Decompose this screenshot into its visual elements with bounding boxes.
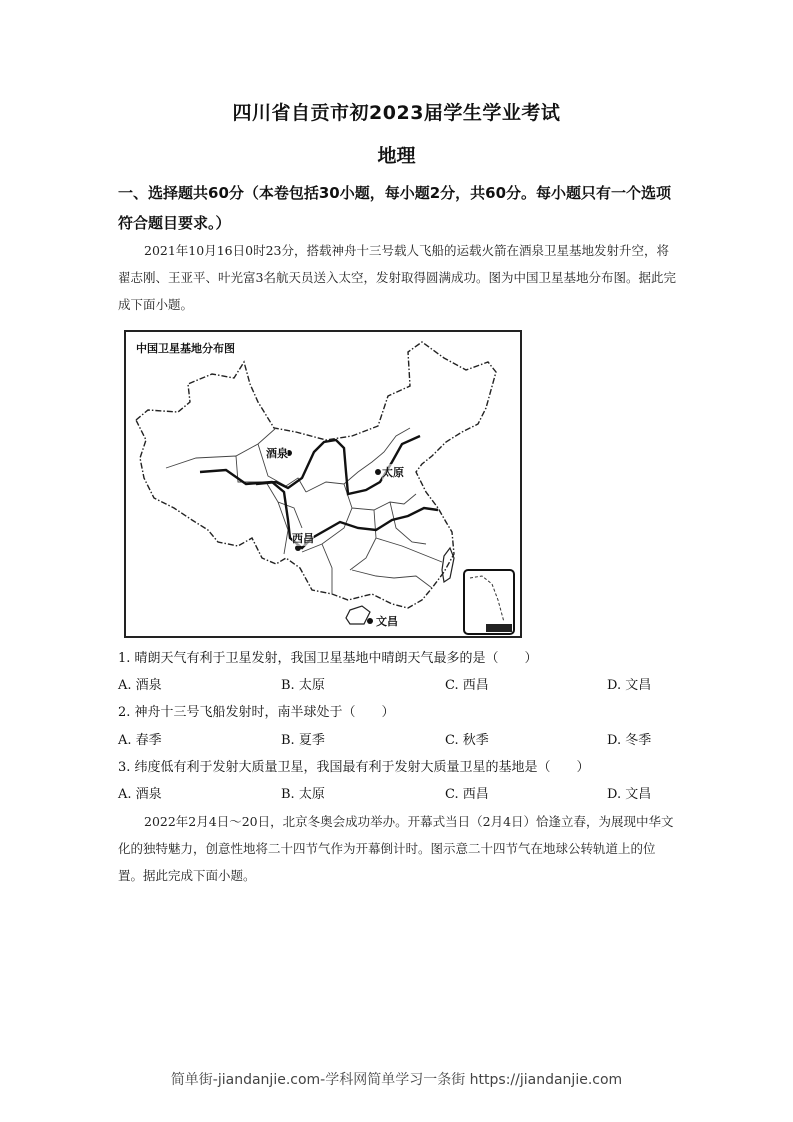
- option-d: D. 文昌: [607, 678, 652, 693]
- map-label-taiyuan: 太原: [382, 466, 404, 479]
- question-3-options: [118, 785, 678, 805]
- map-title: 中国卫星基地分布图: [136, 342, 235, 355]
- option-c: C. 西昌: [445, 678, 489, 693]
- map-label-wenchang: 文昌: [376, 615, 398, 628]
- option-c: C. 西昌: [445, 787, 489, 802]
- taiyuan-marker: [375, 469, 381, 475]
- option-a: A. 春季: [118, 733, 162, 748]
- question-1-options: [118, 676, 678, 696]
- question-2: 2. 神舟十三号飞船发射时，南半球处于（ ）: [118, 705, 395, 720]
- option-d: D. 冬季: [607, 733, 652, 748]
- china-satellite-base-map: [124, 330, 522, 638]
- subject-title: 地理: [377, 145, 416, 167]
- option-d: D. 文昌: [607, 787, 652, 802]
- document-title: 四川省自贡市初2023届学生学业考试: [232, 102, 561, 124]
- section-heading: 一、选择题共60分（本卷包括30小题，每小题2分，共60分。每小题只有一个选项符合题目要求。）: [118, 184, 672, 232]
- question-3: 3. 纬度低有利于发射大质量卫星，我国最有利于发射大质量卫星的基地是（ ）: [118, 760, 590, 775]
- question-1: 1. 晴朗天气有利于卫星发射，我国卫星基地中晴朗天气最多的是（ ）: [118, 651, 538, 666]
- map-label-jiuquan: 酒泉: [266, 447, 288, 460]
- option-c: C. 秋季: [445, 733, 489, 748]
- wenchang-marker: [367, 618, 373, 624]
- option-a: A. 酒泉: [118, 787, 162, 802]
- passage-satellite: 2021年10月16日0时23分，搭载神舟十三号载人飞船的运载火箭在酒泉卫星基地发射升空，将翟志刚、王亚平、叶光富3名航天员送入太空，发射取得圆满成功。图为中国卫星基地分布图。据此完成下面小题。: [118, 243, 676, 312]
- option-b: B. 太原: [281, 678, 325, 693]
- option-b: B. 太原: [281, 787, 325, 802]
- china-outline-map: [126, 332, 520, 636]
- map-label-xichang: 西昌: [292, 532, 314, 545]
- passage-winter-olympics: 2022年2月4日～20日，北京冬奥会成功举办。开幕式当日（2月4日）恰逢立春，为展现中华文化的独特魅力，创意性地将二十四节气作为开幕倒计时。图示意二十四节气在地球公转轨道上的位置。据此完成下面小题。: [118, 814, 674, 883]
- option-a: A. 酒泉: [118, 678, 162, 693]
- question-2-options: [118, 731, 678, 751]
- footer-watermark: 简单街-jiandanjie.com-学科网简单学习一条街 https://jiandanjie.com: [170, 1072, 623, 1088]
- option-b: B. 夏季: [281, 733, 325, 748]
